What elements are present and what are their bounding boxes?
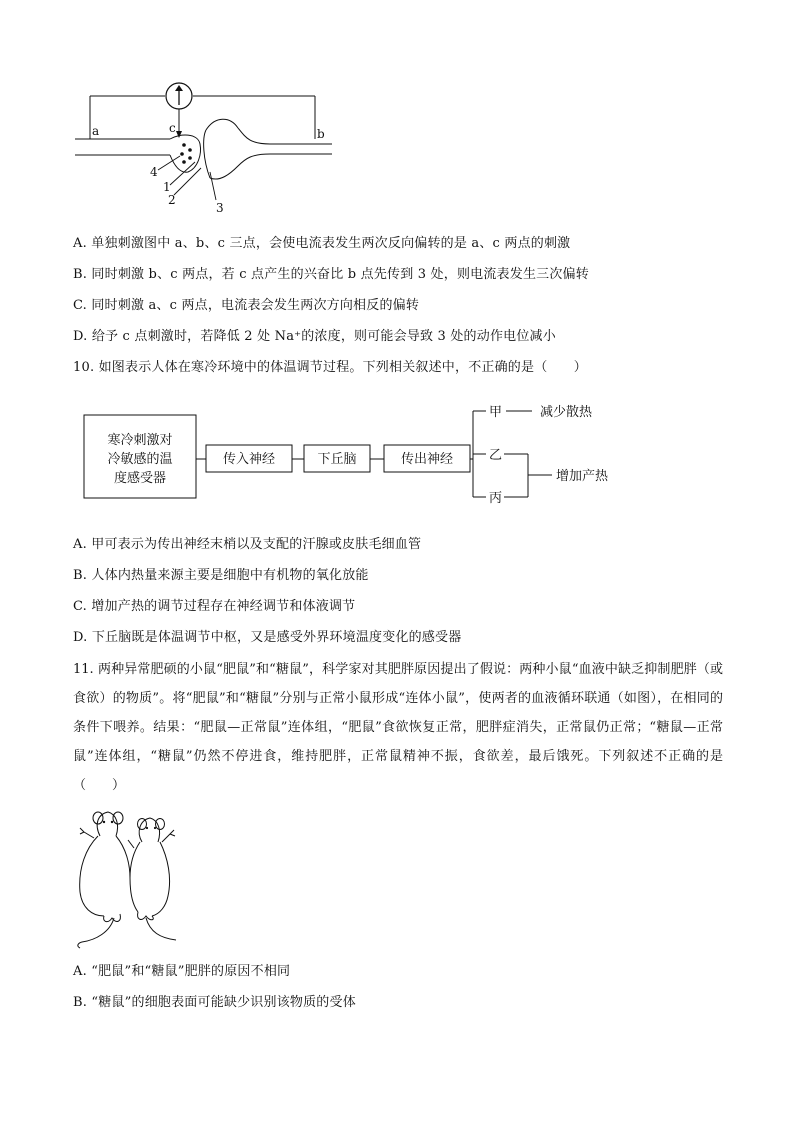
q9-option-a: A. 单独刺激图中 a、b、c 三点，会使电流表发生两次反向偏转的是 a、c 两点的刺激 bbox=[73, 236, 571, 251]
q10-stem: 10. 如图表示人体在寒冷环境中的体温调节过程。下列相关叙述中，不正确的是（ ） bbox=[73, 360, 588, 375]
label-jia: 甲 bbox=[489, 405, 503, 420]
q11-stem: 11. 两种异常肥硕的小鼠“肥鼠”和“糖鼠”，科学家对其肥胖原因提出了假说：两种小鼠“血液中缺乏抑制肥胖（或食欲）的物质”。将“肥鼠”和“糖鼠”分别与正常小鼠形成“连体小鼠”，使两者的血液循环联通（如图），在相同的条件下喂养。结果：“肥鼠—正常鼠”连体组，“肥鼠”食欲恢复正常，肥胖症消失，正常鼠仍正常；“糖鼠—正常鼠”连体组，“糖鼠”仍然不停进食，维持肥胖，正常鼠精神不振，食欲差，最后饿死。下列叙述不正确的是（ ） bbox=[73, 662, 723, 793]
q10-option-d: D. 下丘脑既是体温调节中枢，又是感受外界环境温度变化的感受器 bbox=[73, 630, 462, 645]
q10-option-a: A. 甲可表示为传出神经末梢以及支配的汗腺或皮肤毛细血管 bbox=[73, 537, 422, 552]
q10-option-b: B. 人体内热量来源主要是细胞中有机物的氧化放能 bbox=[73, 568, 369, 583]
receptor-line-1: 寒冷刺激对 bbox=[107, 433, 173, 448]
q9-option-d: D. 给予 c 点刺激时，若降低 2 处 Na⁺的浓度，则可能会导致 3 处的动作电位减小 bbox=[73, 329, 556, 344]
label-c: c bbox=[169, 121, 176, 135]
receptor-line-3: 度感受器 bbox=[113, 471, 167, 486]
afferent-nerve-box: 传入神经 bbox=[222, 452, 276, 467]
q9-option-c: C. 同时刺激 a、c 两点，电流表会发生两次方向相反的偏转 bbox=[73, 298, 420, 313]
label-2: 2 bbox=[168, 193, 176, 207]
label-4: 4 bbox=[150, 165, 158, 179]
neuron-synapse-diagram bbox=[70, 78, 340, 218]
label-a: a bbox=[92, 124, 100, 138]
label-yi: 乙 bbox=[489, 448, 503, 463]
label-b: b bbox=[317, 127, 325, 141]
receptor-line-2: 冷敏感的温 bbox=[107, 452, 173, 467]
increase-heat-label: 增加产热 bbox=[556, 469, 609, 484]
q9-option-b: B. 同时刺激 b、c 两点，若 c 点产生的兴奋比 b 点先传到 3 处，则电流表发生三次偏转 bbox=[73, 267, 589, 282]
efferent-nerve-box: 传出神经 bbox=[400, 452, 454, 467]
label-bing: 丙 bbox=[489, 491, 503, 506]
label-1: 1 bbox=[163, 180, 171, 194]
label-3: 3 bbox=[216, 201, 224, 215]
hypothalamus-box: 下丘脑 bbox=[317, 452, 357, 467]
q11-option-b: B. “糖鼠”的细胞表面可能缺少识别该物质的受体 bbox=[73, 995, 356, 1010]
thermoregulation-flow-diagram bbox=[80, 398, 640, 510]
q11-option-a: A. “肥鼠”和“糖鼠”肥胖的原因不相同 bbox=[73, 964, 291, 979]
reduce-heat-label: 减少散热 bbox=[540, 405, 593, 420]
q10-option-c: C. 增加产热的调节过程存在神经调节和体液调节 bbox=[73, 599, 356, 614]
conjoined-mice-illustration bbox=[72, 808, 182, 950]
